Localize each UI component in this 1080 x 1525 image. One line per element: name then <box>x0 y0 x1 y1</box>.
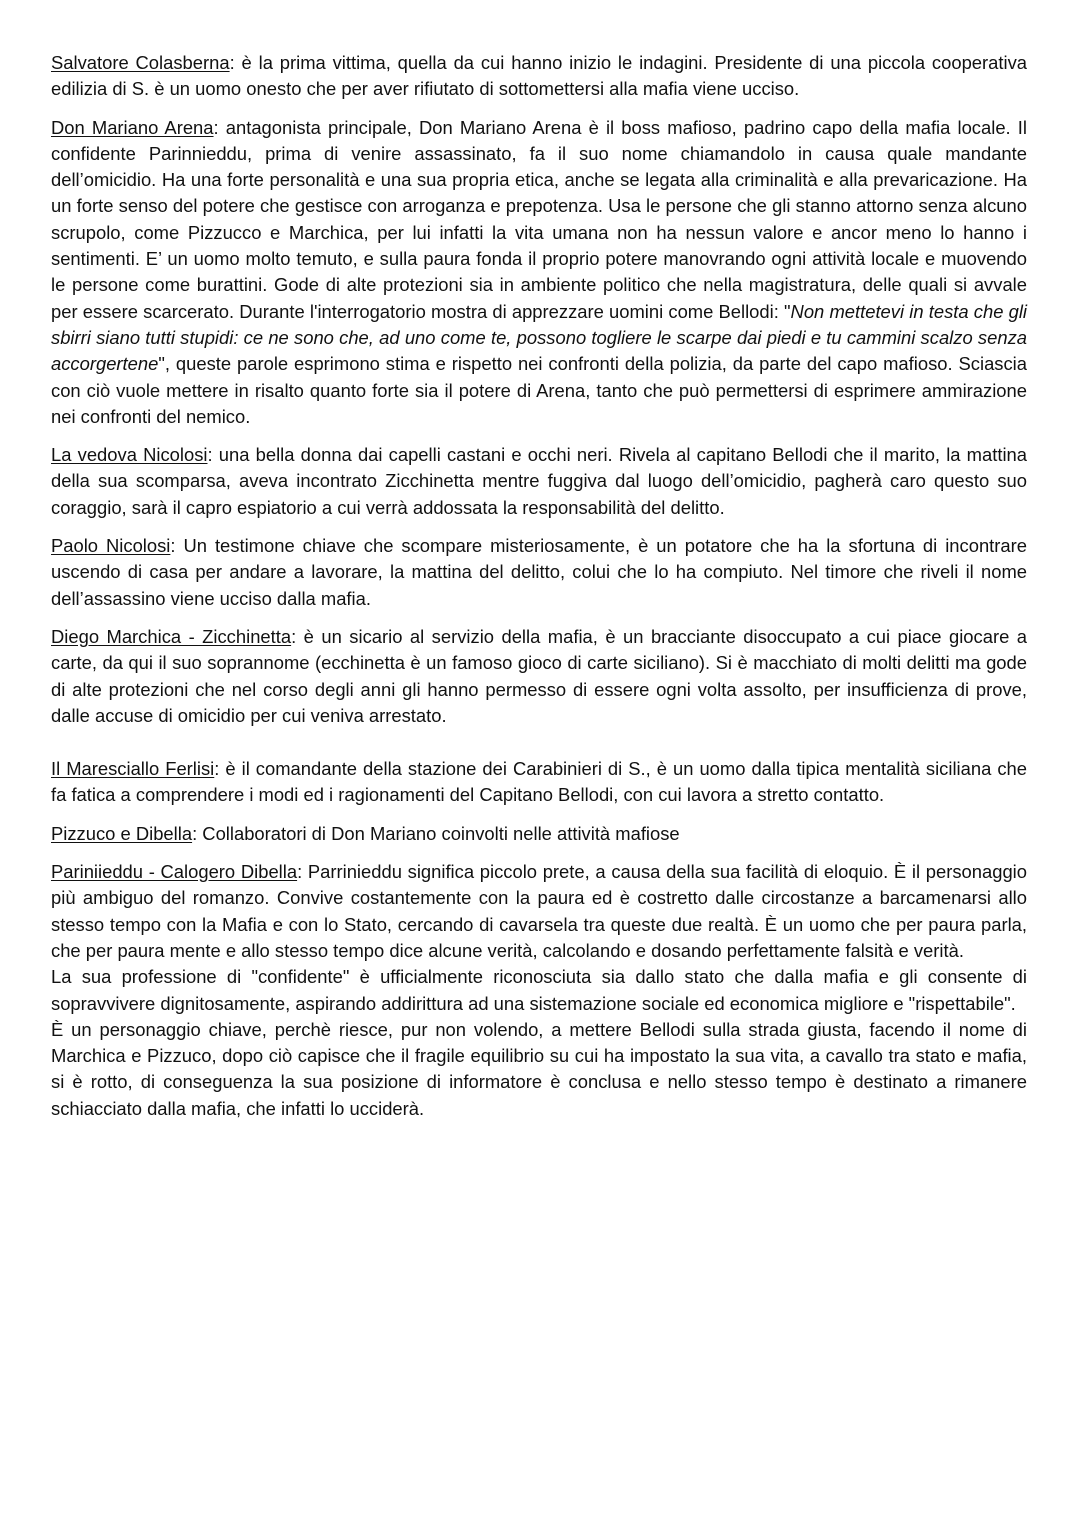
paragraph-paolo-nicolosi <box>51 533 1027 612</box>
character-name: Pizzuco e Dibella <box>51 822 193 844</box>
character-name: Don Mariano Arena <box>51 116 214 138</box>
arena-quote: Non mettetevi in testa che gli sbirri siano tutti stupidi: ce ne sono che, ad uno come te, possono togliere le scarpe dai piedi e tu cammini scalzo senza accorgertene <box>51 300 1027 375</box>
character-name: Il Maresciallo Ferlisi <box>51 758 215 780</box>
character-description: : Collaboratori di Don Mariano coinvolti nelle attività mafiose <box>192 822 680 844</box>
character-name: La vedova Nicolosi <box>51 444 208 466</box>
character-description: : antagonista principale, Don Mariano Arena è il boss mafioso, padrino capo della mafia locale. Il confidente Parinnieddu, prima di venire assassinato, fa il suo nome chiamandolo in causa quale mandante dell’omicidio. Ha una forte personalità e una sua propria etica, anche se legata alla criminalità e alla prevaricazione. Ha un forte senso del potere che gestisce con arroganza e prepotenza. Usa le persone che gli stanno attorno senza alcuno scrupolo, come Pizzucco e Marchica, per lui infatti la vita umana non ha nessun valore e ancor meno lo hanno i sentimenti. E’ un uomo molto temuto, e sulla paura fonda il proprio potere manovrando ogni attività locale e muovendo le persone come burattini. Gode di alte protezioni sia in ambiente politico che nella magistratura, delle quali si avvale per essere scarcerato. Durante l'interrogatorio mostra di apprezzare uomini come Bellodi: " <box>51 116 1027 322</box>
character-description: : Parrinieddu significa piccolo prete, a causa della sua facilità di eloquio. È il personaggio più ambiguo del romanzo. Convive costantemente con la paura ed è costretto dalle circostanze a barcamenarsi allo stesso tempo con la Mafia e con lo Stato, cercando di cavarsela tra queste due realtà. È un uomo che per paura parla, che per paura mente e allo stesso tempo dice alcune verità, calcolando e dosando perfettamente falsità e verità. <box>51 861 1027 961</box>
character-name: Salvatore Colasberna <box>51 52 230 73</box>
character-description-extra: La sua professione di "confidente" è ufficialmente riconosciuta sia dallo stato che dalla mafia e gli consente di sopravvivere dignitosamente, aspirando addirittura ad una sistemazione sociale ed economica migliore e "rispettabile". <box>51 966 1027 1014</box>
paragraph-pizzuco-dibella <box>51 821 1027 847</box>
character-name: Diego Marchica - Zicchinetta <box>51 625 292 647</box>
character-description: : Un testimone chiave che scompare misteriosamente, è un potatore che ha la sfortuna di incontrare uscendo di casa per andare a lavorare, la mattina del delitto, colui che lo ha compiuto. Nel timore che riveli il nome dell’assassino viene ucciso dalla mafia. <box>51 535 1027 609</box>
character-description: : è il comandante della stazione dei Carabinieri di S., è un uomo dalla tipica mentalità siciliana che fa fatica a comprendere i modi ed i ragionamenti del Capitano Bellodi, con cui lavora a stretto contatto. <box>51 758 1027 806</box>
document-page <box>51 50 1027 1134</box>
character-name: Paolo Nicolosi <box>51 535 171 557</box>
character-description: : è un sicario al servizio della mafia, è un bracciante disoccupato a cui piace giocare a carte, da qui il suo soprannome (ecchinetta è un famoso gioco di carte siciliano). Si è macchiato di molti delitti ma gode di alte protezioni che nel corso degli anni gli hanno permesso di essere ogni volta assolto, per insufficienza di prove, dalle accuse di omicidio per cui veniva arrestato. <box>51 625 1027 726</box>
character-description: : una bella donna dai capelli castani e occhi neri. Rivela al capitano Bellodi che il marito, la mattina della sua scomparsa, aveva incontrato Zicchinetta mentre fuggiva dal luogo dell’omicidio, pagherà caro questo suo coraggio, sarà il capro espiatorio a cui verrà addossata la responsabilità del delitto. <box>51 444 1027 518</box>
character-description-extra: È un personaggio chiave, perchè riesce, pur non volendo, a mettere Bellodi sulla strada giusta, facendo il nome di Marchica e Pizzuco, dopo ciò capisce che il fragile equilibrio su cui ha impostato la sua vita, a cavallo tra stato e mafia, si è rotto, di conseguenza la sua posizione di informatore è conclusa e nello stesso tempo è destinato a rimanere schiacciato dalla mafia, che infatti lo ucciderà. <box>51 1018 1027 1119</box>
character-description-continued: ", queste parole esprimono stima e rispetto nei confronti della polizia, da parte del capo mafioso. Sciascia con ciò vuole mettere in risalto quanto forte sia il potere di Arena, tanto che può permettersi di esprimere ammirazione nei confronti del nemico. <box>51 353 1027 427</box>
character-name: Pariniieddu - Calogero Dibella <box>51 861 298 883</box>
paragraph-parinieddu <box>51 859 1027 1122</box>
paragraph-salvatore-colasberna <box>51 50 1027 103</box>
paragraph-don-mariano-arena <box>51 115 1027 431</box>
paragraph-maresciallo-ferlisi <box>51 756 1027 809</box>
character-description: : è la prima vittima, quella da cui hanno inizio le indagini. Presidente di una piccola cooperativa edilizia di S. è un uomo onesto che per aver rifiutato di sottomettersi alla mafia viene ucciso. <box>51 52 1028 100</box>
paragraph-vedova-nicolosi <box>51 442 1027 521</box>
paragraph-diego-marchica <box>51 624 1027 729</box>
